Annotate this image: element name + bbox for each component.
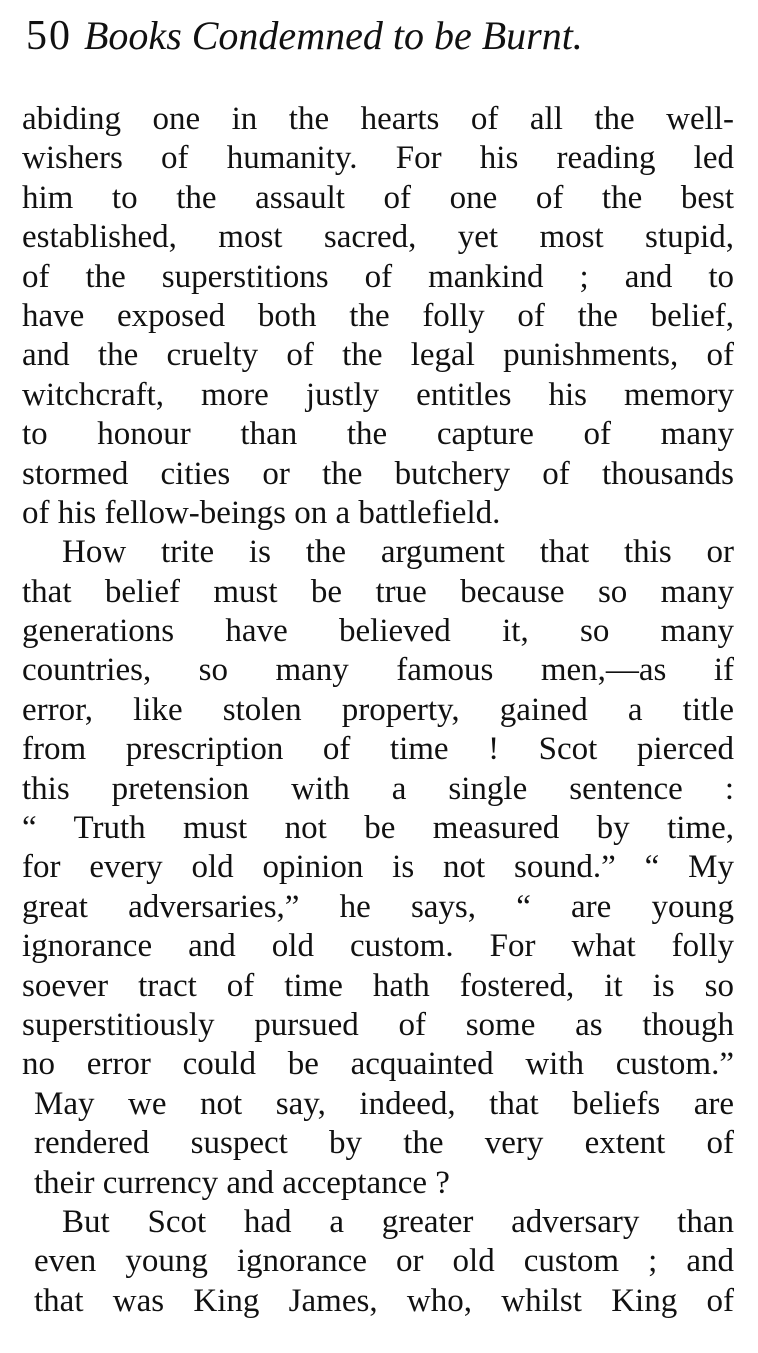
text-line: of the superstitions of mankind ; and to (22, 258, 734, 295)
text-line: stormed cities or the butchery of thousands (22, 455, 734, 492)
text-line: even young ignorance or old custom ; and (34, 1243, 734, 1280)
paragraph-first-line: But Scot had a greater adversary than (62, 1203, 734, 1240)
text-line: “ Truth must not be measured by time, (22, 810, 734, 847)
text-line: this pretension with a single sentence : (22, 770, 734, 807)
text-line: error, like stolen property, gained a title (22, 691, 734, 728)
text-line: generations have believed it, so many (22, 613, 734, 650)
text-line: have exposed both the folly of the belief, (22, 297, 734, 334)
running-head (26, 12, 726, 68)
text-line: established, most sacred, yet most stupid, (22, 219, 734, 256)
text-line: that belief must be true because so many (22, 573, 734, 610)
paragraph-end-line: their currency and acceptance ? (34, 1164, 450, 1201)
text-line: for every old opinion is not sound.” “ My (22, 849, 734, 886)
page-number: 50 (26, 13, 72, 59)
text-line: no error could be acquainted with custom.” (22, 1046, 734, 1083)
text-line: countries, so many famous men,—as if (22, 652, 734, 689)
text-line: rendered suspect by the very extent of (34, 1125, 734, 1162)
text-line: soever tract of time hath fostered, it is so (22, 967, 734, 1004)
text-line: superstitiously pursued of some as though (22, 1006, 734, 1043)
text-line: wishers of humanity. For his reading led (22, 140, 734, 177)
body-text (22, 100, 734, 1321)
text-line: May we not say, indeed, that beliefs are (34, 1085, 734, 1122)
running-head-title: Books Condemned to be Burnt. (84, 13, 583, 58)
text-line: witchcraft, more justly entitles his memory (22, 376, 734, 413)
paragraph-first-line: How trite is the argument that this or (62, 534, 734, 571)
text-line: to honour than the capture of many (22, 416, 734, 453)
text-line: abiding one in the hearts of all the well- (22, 101, 734, 137)
text-line: him to the assault of one of the best (22, 179, 734, 216)
text-line: that was King James, who, whilst King of (34, 1282, 734, 1319)
paragraph-end-line: of his fellow-beings on a battlefield. (22, 494, 501, 531)
text-line: and the cruelty of the legal punishments, of (22, 337, 734, 374)
text-line: ignorance and old custom. For what folly (22, 928, 734, 965)
text-line: great adversaries,” he says, “ are young (22, 888, 734, 925)
text-line: from prescription of time ! Scot pierced (22, 731, 734, 768)
